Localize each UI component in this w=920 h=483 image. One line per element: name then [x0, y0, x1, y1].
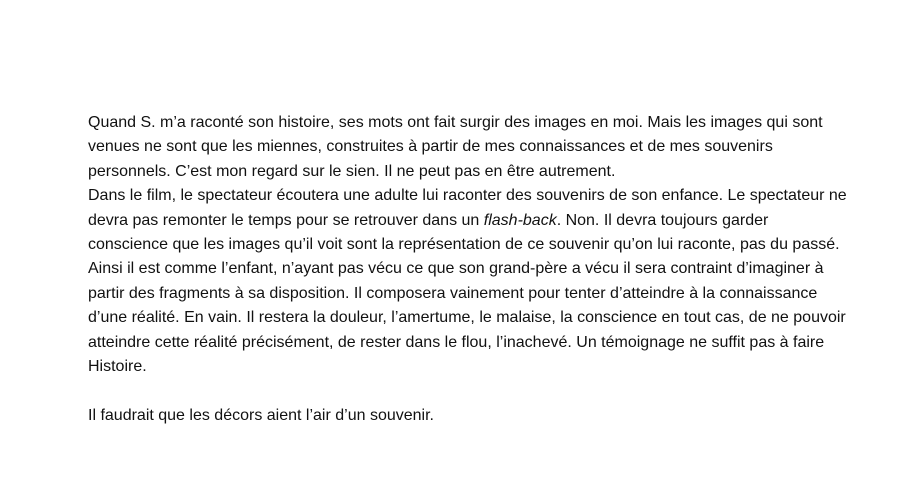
paragraph-3: Il faudrait que les décors aient l’air d’un souvenir. — [88, 406, 434, 424]
paragraph-1: Quand S. m’a raconté son histoire, ses mots ont fait surgir des images en moi. Mais les images qui sont venues ne sont que les miennes, construites à partir de mes connaissances et de mes souvenirs personnels. C’est mon regard sur le sien. Il ne peut pas en être autrement. — [88, 114, 823, 180]
paragraph-spacer — [88, 379, 848, 403]
document-body — [88, 111, 848, 428]
paragraph-2 — [88, 184, 848, 379]
paragraph-2-italic: flash-back — [483, 211, 557, 229]
paragraph-2-end: . Non. Il devra toujours garder conscience que les images qu’il voit sont la représentation de ce souvenir qu’on lui raconte, pas du passé. Ainsi il est comme l’enfant, n’ayant pas vécu ce que son grand-père a vécu il sera contraint d’imaginer à partir des fragments à sa disposition. Il composera vainement pour tenter d’atteindre à la connaissance d’une réalité. En vain. Il restera la douleur, l’amertume, le malaise, la conscience en tout cas, de ne pouvoir atteindre cette réalité précisément, de rester dans le flou, l’inachevé. Un témoignage ne suffit pas à faire Histoire. — [88, 211, 846, 376]
paragraph-2-start: Dans le film, le spectateur écoutera une adulte lui raconter des souvenirs de son enfance. Le spectateur ne devra pas remonter le temps pour se retrouver dans un — [88, 187, 847, 229]
